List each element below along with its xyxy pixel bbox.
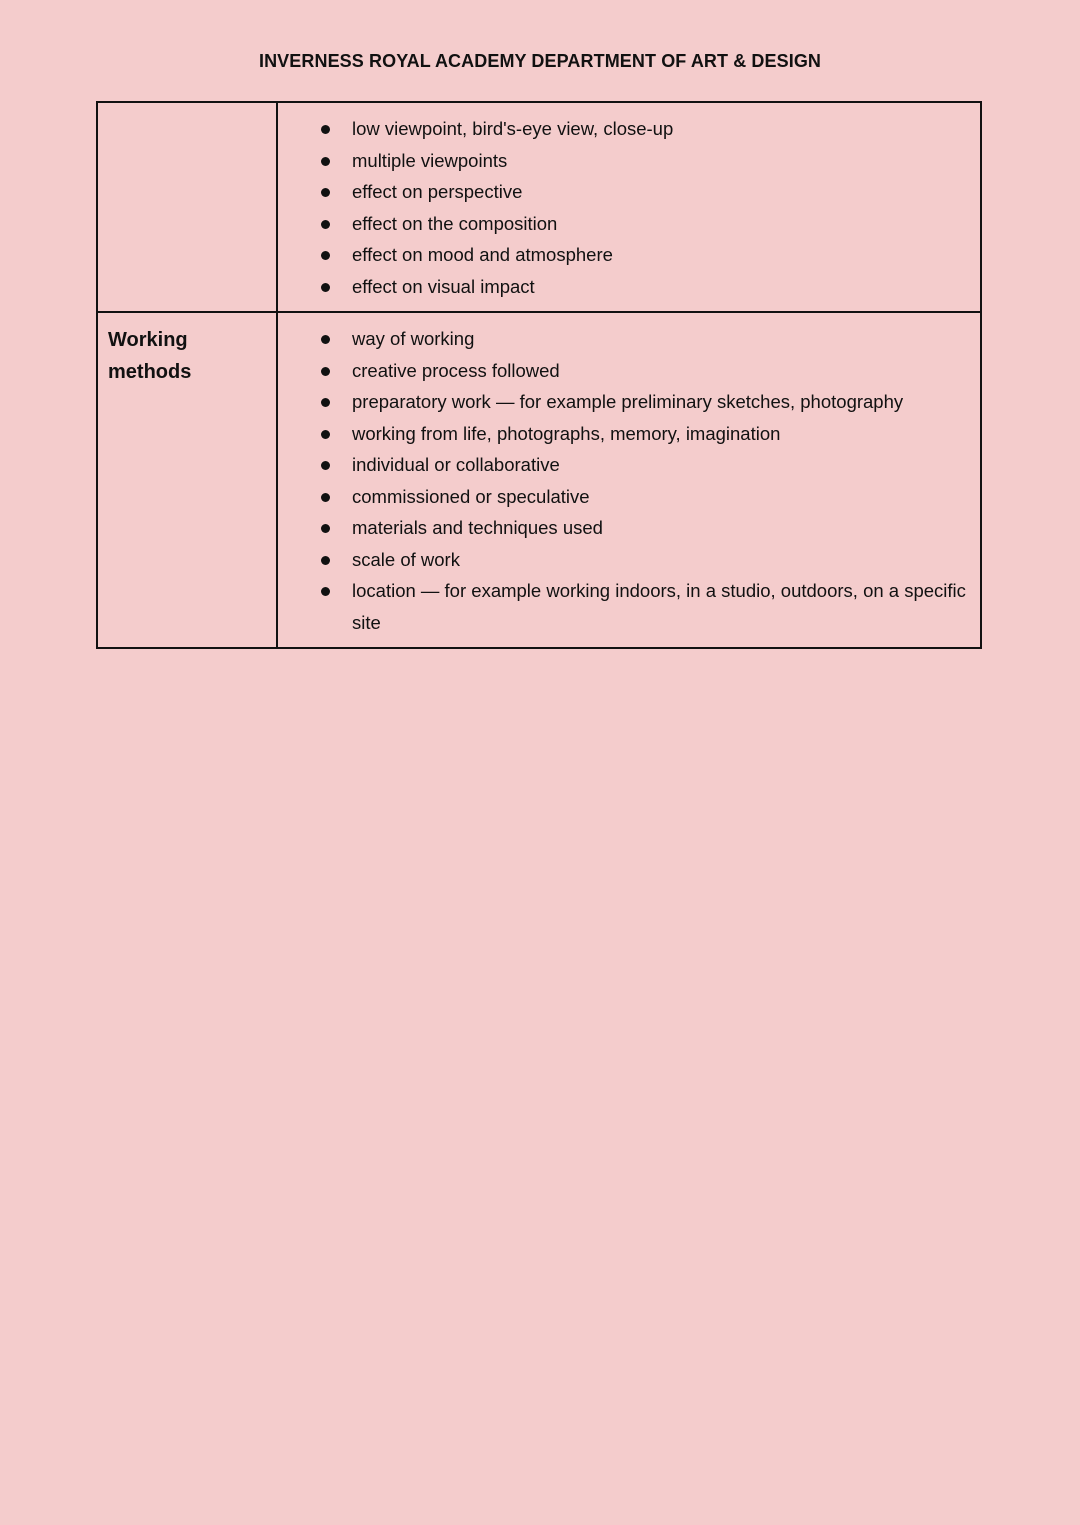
bullet-dot-icon [321,335,330,344]
bullet-dot-icon [321,251,330,260]
bullet-dot-icon [321,556,330,565]
list-item-text: creative process followed [352,359,560,381]
row-label-cell [97,312,277,648]
row-label: Working methods [108,329,192,383]
criteria-table [96,101,982,649]
list-item [278,271,966,303]
bullet-dot-icon [321,524,330,533]
bullet-dot-icon [321,125,330,134]
bullet-list [278,313,980,647]
list-item [278,575,966,638]
list-item-text: location — for example working indoors, in a studio, outdoors, on a specific site [352,580,966,633]
list-item-text: preparatory work — for example preliminary sketches, photography [352,391,904,412]
list-item-text: effect on mood and atmosphere [352,244,613,265]
list-item-text: way of working [352,328,475,349]
list-item [278,208,966,240]
page-header: INVERNESS ROYAL ACADEMY DEPARTMENT OF ART & DESIGN [258,51,822,71]
bullet-list [278,103,980,311]
list-item-text: scale of work [352,548,460,570]
list-item [278,386,966,418]
list-item-text: working from life, photographs, memory, imagination [352,422,781,444]
list-item [278,449,966,481]
bullet-dot-icon [321,188,330,197]
row-label [98,103,276,115]
list-item-text: materials and techniques used [352,517,603,538]
bullet-dot-icon [321,157,330,166]
list-item-text: individual or collaborative [352,454,560,475]
list-item [278,113,966,145]
bullet-dot-icon [321,430,330,439]
bullet-dot-icon [321,461,330,470]
row-content-cell [277,102,981,312]
bullet-dot-icon [321,367,330,376]
row-content-cell [277,312,981,648]
list-item [278,481,966,513]
list-item [278,239,966,271]
table-row [97,102,981,312]
bullet-dot-icon [321,283,330,292]
bullet-dot-icon [321,587,330,596]
list-item [278,323,966,355]
list-item-text: multiple viewpoints [352,149,508,171]
list-item-text: commissioned or speculative [352,485,590,507]
list-item [278,145,966,177]
bullet-dot-icon [321,398,330,407]
table-row [97,312,981,648]
row-label-cell [97,102,277,312]
list-item-text: effect on visual impact [352,275,535,297]
list-item-text: effect on the composition [352,212,558,234]
list-item [278,176,966,208]
bullet-dot-icon [321,493,330,502]
list-item-text: effect on perspective [352,181,523,202]
list-item-text: low viewpoint, bird's-eye view, close-up [352,118,674,139]
list-item [278,544,966,576]
list-item [278,418,966,450]
list-item [278,355,966,387]
list-item [278,512,966,544]
bullet-dot-icon [321,220,330,229]
